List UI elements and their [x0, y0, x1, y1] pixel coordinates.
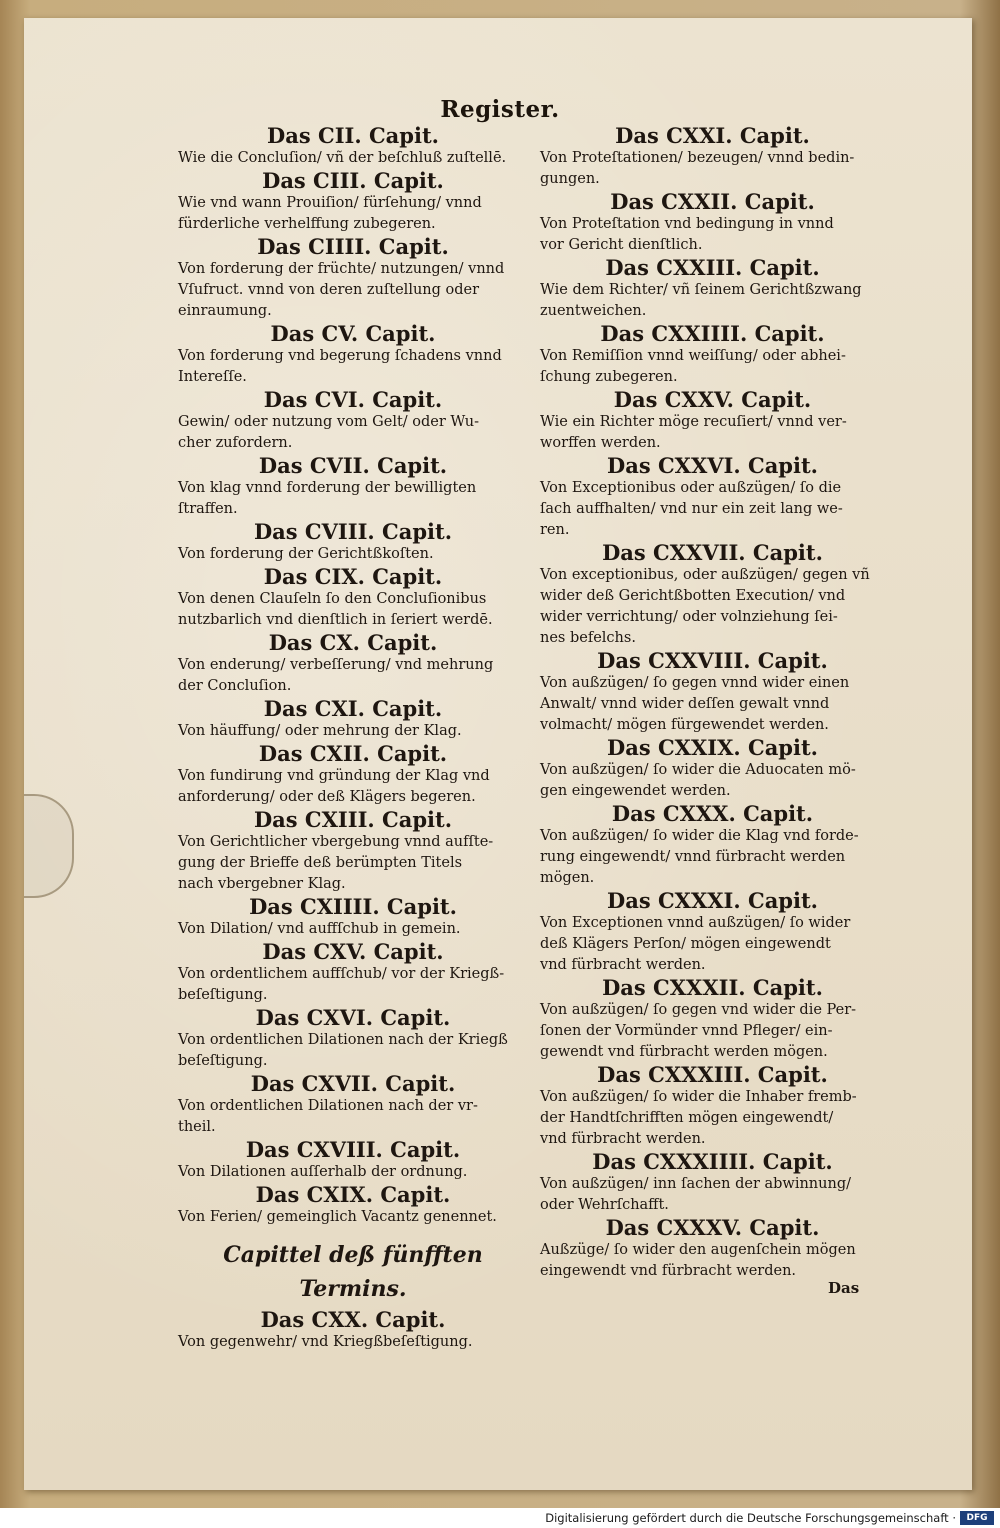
chapter-title: Das CXXXIII. Capit.	[597, 1062, 828, 1087]
right-chapter-list	[540, 124, 885, 1282]
chapter-summary-line: Von Dilationen auſſerhalb der ordnung.	[178, 1164, 468, 1180]
chapter-summary-line: Von häuffung/ oder mehrung der Klag.	[178, 723, 462, 739]
chapter-entry	[178, 124, 528, 169]
chapter-summary-line: beſeſtigung.	[178, 1053, 268, 1069]
right-column	[540, 124, 885, 1282]
chapter-summary-line: eingewendt vnd fürbracht werden.	[540, 1263, 797, 1279]
chapter-title: Das CXXXV. Capit.	[605, 1215, 820, 1240]
chapter-title: Das CIII. Capit.	[262, 168, 444, 193]
chapter-summary-line: Von Exceptionen vnnd außzügen/ ſo wider	[540, 915, 851, 931]
chapter-title: Das CXXXII. Capit.	[602, 975, 823, 1000]
chapter-summary-line: ſtraffen.	[178, 501, 238, 517]
chapter-summary-line: wider verrichtung/ oder volnziehung ſei-	[540, 609, 838, 625]
chapter-summary-line: Von gegenwehr/ vnd Kriegßbeſeſtigung.	[178, 1334, 473, 1350]
chapter-summary-line: volmacht/ mögen fürgewendet werden.	[540, 717, 829, 733]
chapter-summary-line: nach vbergebner Klag.	[178, 876, 346, 892]
chapter-title: Das CXXVI. Capit.	[607, 453, 818, 478]
chapter-summary-line: Von Exceptionibus oder außzügen/ ſo die	[540, 480, 842, 496]
chapter-title: Das CXX. Capit.	[260, 1307, 446, 1332]
chapter-summary-line: Wie ein Richter möge recuſiert/ vnnd ver-	[540, 414, 847, 430]
chapter-summary-line: vor Gericht dienſtlich.	[540, 237, 703, 253]
chapter-entry	[540, 256, 885, 322]
chapter-summary-line: Wie dem Richter/ vñ ſeinem Gerichtßzwang	[540, 282, 862, 298]
chapter-title: Das CXXII. Capit.	[610, 189, 815, 214]
chapter-summary-line: Von denen Clauſeln ſo den Concluſionibus	[178, 591, 487, 607]
chapter-title: Das CXI. Capit.	[263, 696, 443, 721]
chapter-summary-line: ſonen der Vormünder vnnd Pfleger/ ein-	[540, 1023, 833, 1039]
chapter-title: Das CII. Capit.	[267, 123, 439, 148]
chapter-summary-line: Von Proteſtation vnd bedingung in vnnd	[540, 216, 834, 232]
chapter-summary-line: fürderliche verhelffung zubegeren.	[178, 216, 436, 232]
dfg-logo: DFG	[960, 1511, 994, 1525]
chapter-summary-line: der Concluſion.	[178, 678, 292, 694]
chapter-entry	[178, 895, 528, 940]
running-header: Register.	[440, 96, 560, 123]
chapter-title: Das CXXIII. Capit.	[605, 255, 820, 280]
chapter-summary-line: worffen werden.	[540, 435, 661, 451]
chapter-summary-line: Von außzügen/ inn ſachen der abwinnung/	[540, 1176, 851, 1192]
chapter-title: Das CXV. Capit.	[262, 939, 444, 964]
chapter-title: Das CVI. Capit.	[263, 387, 443, 412]
chapter-entry	[540, 322, 885, 388]
footer-credit: Digitalisierung gefördert durch die Deutsche Forschungsgemeinschaft ·	[545, 1511, 956, 1525]
chapter-entry	[178, 1138, 528, 1183]
left-tail-list	[178, 1308, 528, 1353]
chapter-summary-line: ſchung zubegeren.	[540, 369, 678, 385]
chapter-entry	[540, 976, 885, 1063]
chapter-entry	[178, 520, 528, 565]
chapter-summary-line: Von Dilation/ vnd auffſchub in gemein.	[178, 921, 461, 937]
chapter-entry	[178, 322, 528, 388]
chapter-summary-line: oder Wehrſchafft.	[540, 1197, 669, 1213]
left-column	[178, 124, 528, 1353]
chapter-summary-line: ſach auffhalten/ vnd nur ein zeit lang we-	[540, 501, 843, 517]
chapter-summary-line: Vſufruct. vnnd von deren zuſtellung oder	[178, 282, 480, 298]
chapter-title: Das CXXVIII. Capit.	[597, 648, 828, 673]
chapter-title: Das CXIX. Capit.	[255, 1182, 451, 1207]
chapter-summary-line: Von enderung/ verbeſſerung/ vnd mehrung	[178, 657, 494, 673]
chapter-summary-line: anforderung/ oder deß Klägers begeren.	[178, 789, 476, 805]
chapter-summary-line: nes befelchs.	[540, 630, 636, 646]
chapter-summary-line: Außzüge/ ſo wider den augenſchein mögen	[540, 1242, 856, 1258]
chapter-entry	[540, 1063, 885, 1150]
chapter-entry	[178, 565, 528, 631]
chapter-summary-line: Von Remiſſion vnnd weiſſung/ oder abhei-	[540, 348, 846, 364]
chapter-title: Das CX. Capit.	[268, 630, 438, 655]
chapter-summary-line: theil.	[178, 1119, 216, 1135]
chapter-summary-line: Von außzügen/ ſo wider die Klag vnd forde-	[540, 828, 859, 844]
chapter-entry	[178, 1183, 528, 1228]
chapter-summary-line: Von außzügen/ ſo wider die Aduocaten mö-	[540, 762, 856, 778]
chapter-summary-line: ren.	[540, 522, 570, 538]
chapter-title: Das CXXXI. Capit.	[607, 888, 818, 913]
chapter-summary-line: der Handtſchrifften mögen eingewendt/	[540, 1110, 834, 1126]
chapter-summary-line: Wie die Concluſion/ vñ der beſchluß zuſtellē.	[178, 150, 507, 166]
chapter-entry	[540, 388, 885, 454]
chapter-entry	[540, 541, 885, 649]
chapter-summary-line: Von fundirung vnd gründung der Klag vnd	[178, 768, 490, 784]
chapter-entry	[178, 454, 528, 520]
chapter-summary-line: Anwalt/ vnnd wider deſſen gewalt vnnd	[540, 696, 830, 712]
chapter-summary-line: mögen.	[540, 870, 595, 886]
chapter-entry	[540, 454, 885, 541]
chapter-title: Das CXVIII. Capit.	[245, 1137, 461, 1162]
chapter-summary-line: vnd fürbracht werden.	[540, 957, 706, 973]
chapter-summary-line: Von forderung vnd begerung ſchadens vnnd	[178, 348, 502, 364]
chapter-entry	[178, 1006, 528, 1072]
chapter-entry	[540, 190, 885, 256]
chapter-title: Das CXII. Capit.	[258, 741, 448, 766]
chapter-summary-line: gungen.	[540, 171, 600, 187]
chapter-entry	[178, 1308, 528, 1353]
chapter-summary-line: gen eingewendet werden.	[540, 783, 731, 799]
chapter-summary-line: zuentweichen.	[540, 303, 647, 319]
section-title: Capittel deß fünfften Termins.	[223, 1242, 483, 1302]
chapter-summary-line: gewendt vnd fürbracht werden mögen.	[540, 1044, 828, 1060]
chapter-entry	[540, 736, 885, 802]
chapter-title: Das CIIII. Capit.	[257, 234, 449, 259]
chapter-entry	[540, 1216, 885, 1282]
chapter-title: Das CXVI. Capit.	[255, 1005, 451, 1030]
chapter-entry	[178, 940, 528, 1006]
chapter-title: Das CXXVII. Capit.	[602, 540, 823, 565]
chapter-summary-line: Von Proteſtationen/ bezeugen/ vnnd bedin-	[540, 150, 855, 166]
chapter-summary-line: Von außzügen/ ſo gegen vnnd wider einen	[540, 675, 850, 691]
chapter-entry	[178, 697, 528, 742]
chapter-summary-line: Von ordentlichen Dilationen nach der vr-	[178, 1098, 478, 1114]
chapter-title: Das CXXXIIII. Capit.	[592, 1149, 833, 1174]
footer-bar	[0, 1508, 1000, 1528]
chapter-summary-line: Von Ferien/ gemeinglich Vacantz genennet.	[178, 1209, 497, 1225]
paper-clip-mark	[24, 794, 74, 898]
chapter-entry	[540, 124, 885, 190]
chapter-summary-line: Von klag vnnd forderung der bewilligten	[178, 480, 477, 496]
chapter-entry	[540, 1150, 885, 1216]
chapter-entry	[178, 169, 528, 235]
catchword: Das	[828, 1279, 860, 1297]
chapter-title: Das CXXX. Capit.	[611, 801, 814, 826]
chapter-title: Das CXXI. Capit.	[615, 123, 810, 148]
chapter-summary-line: wider deß Gerichtßbotten Execution/ vnd	[540, 588, 846, 604]
chapter-title: Das CXXIX. Capit.	[607, 735, 818, 760]
chapter-summary-line: Von forderung der Gerichtßkoſten.	[178, 546, 434, 562]
chapter-entry	[178, 1072, 528, 1138]
chapter-entry	[178, 388, 528, 454]
chapter-summary-line: Von ordentlichem auffſchub/ vor der Kriegß-	[178, 966, 505, 982]
chapter-entry	[178, 235, 528, 322]
chapter-summary-line: Intereſſe.	[178, 369, 247, 385]
chapter-summary-line: gung der Brieffe deß berümpten Titels	[178, 855, 463, 871]
chapter-entry	[178, 631, 528, 697]
chapter-summary-line: einraumung.	[178, 303, 272, 319]
chapter-summary-line: Gewin/ oder nutzung vom Gelt/ oder Wu-	[178, 414, 479, 430]
chapter-title: Das CXVII. Capit.	[250, 1071, 456, 1096]
chapter-summary-line: beſeſtigung.	[178, 987, 268, 1003]
chapter-summary-line: nutzbarlich vnd dienſtlich in ſeriert werdē.	[178, 612, 493, 628]
chapter-entry	[540, 649, 885, 736]
chapter-entry	[178, 742, 528, 808]
chapter-title: Das CV. Capit.	[270, 321, 436, 346]
chapter-entry	[540, 802, 885, 889]
chapter-summary-line: rung eingewendt/ vnnd fürbracht werden	[540, 849, 846, 865]
chapter-title: Das CXXIIII. Capit.	[600, 321, 825, 346]
chapter-title: Das CVIII. Capit.	[253, 519, 453, 544]
chapter-summary-line: Von ordentlichen Dilationen nach der Kriegß	[178, 1032, 508, 1048]
chapter-summary-line: cher zufordern.	[178, 435, 293, 451]
chapter-summary-line: vnd fürbracht werden.	[540, 1131, 706, 1147]
chapter-summary-line: deß Klägers Perſon/ mögen eingewendt	[540, 936, 831, 952]
chapter-title: Das CXIIII. Capit.	[249, 894, 457, 919]
left-chapter-list	[178, 124, 528, 1228]
chapter-title: Das CIX. Capit.	[263, 564, 443, 589]
chapter-summary-line: Von Gerichtlicher vbergebung vnnd aufſte-	[178, 834, 494, 850]
chapter-summary-line: Von außzügen/ ſo wider die Inhaber fremb-	[540, 1089, 857, 1105]
chapter-entry	[540, 889, 885, 976]
chapter-title: Das CVII. Capit.	[258, 453, 448, 478]
chapter-summary-line: Wie vnd wann Prouiſion/ fürſehung/ vnnd	[178, 195, 482, 211]
chapter-summary-line: Von außzügen/ ſo gegen vnd wider die Per-	[540, 1002, 857, 1018]
chapter-summary-line: Von exceptionibus, oder außzügen/ gegen vñ	[540, 567, 870, 583]
chapter-entry	[178, 808, 528, 895]
chapter-summary-line: Von forderung der früchte/ nutzungen/ vnnd	[178, 261, 505, 277]
chapter-title: Das CXXV. Capit.	[613, 387, 812, 412]
chapter-title: Das CXIII. Capit.	[253, 807, 453, 832]
